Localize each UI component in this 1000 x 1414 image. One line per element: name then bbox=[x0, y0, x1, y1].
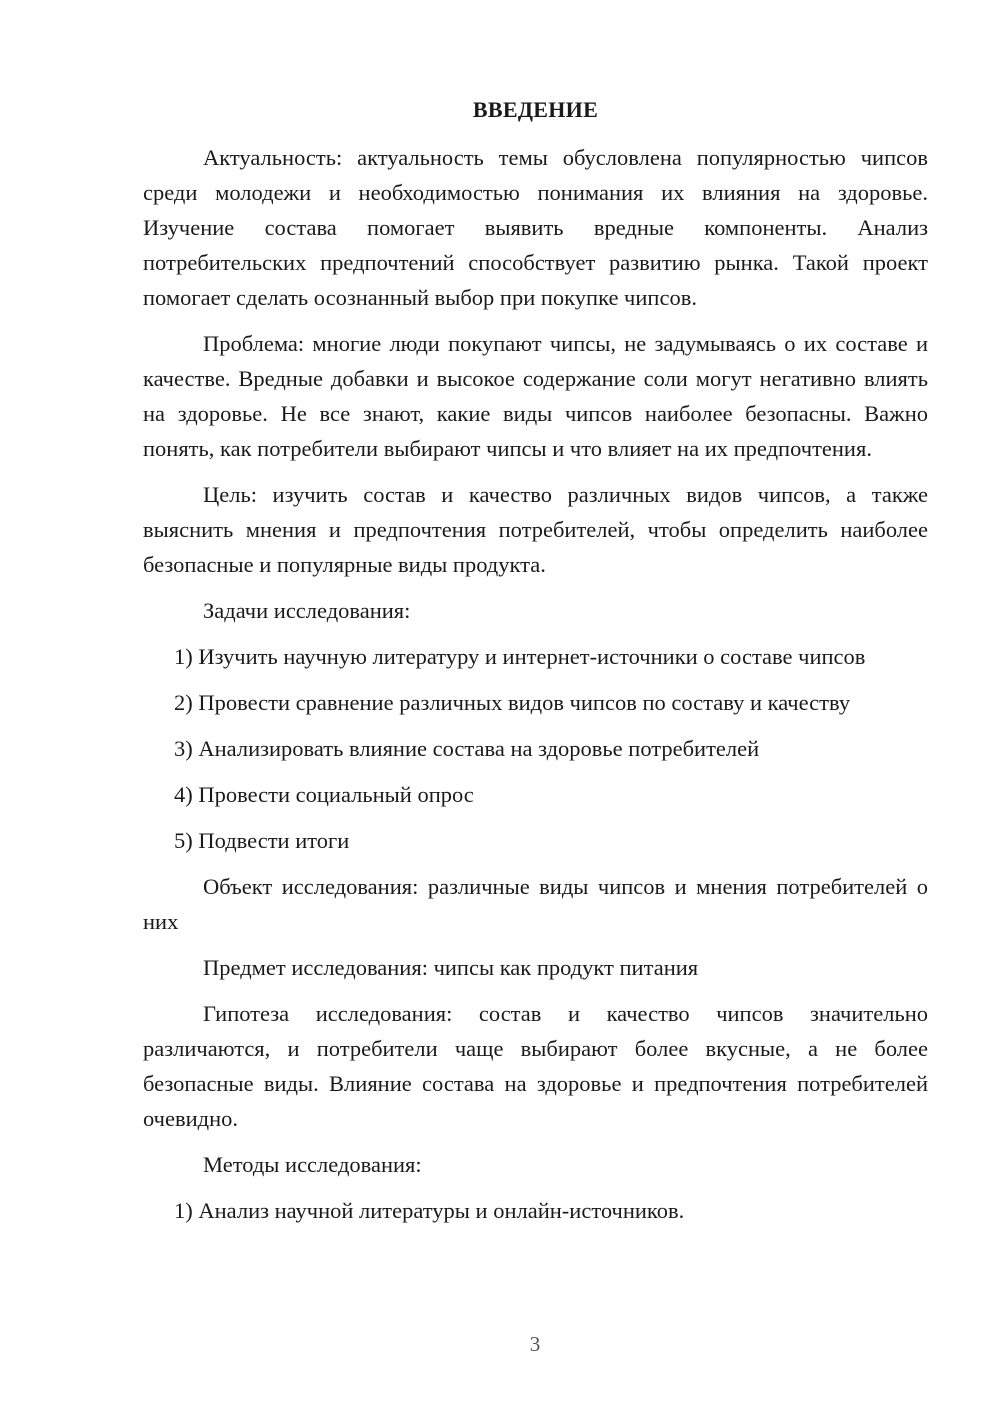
task-item: 1) Изучить научную литературу и интернет-источники о составе чипсов bbox=[174, 644, 866, 669]
page-title: ВВЕДЕНИЕ bbox=[472, 97, 599, 122]
subject-paragraph: Предмет исследования: чипсы как продукт питания bbox=[203, 955, 699, 980]
method-item: 1) Анализ научной литературы и онлайн-источников. bbox=[174, 1198, 685, 1223]
object-paragraph: Объект исследования: различные виды чипсов и мнения потребителей о них bbox=[143, 874, 928, 934]
problem-paragraph: Проблема: многие люди покупают чипсы, не задумываясь о их составе и качестве. Вредные добавки и высокое содержание соли могут негативно влиять на здоровье. Не все знают, какие виды чипсов наиболее безопасны. Важно понять, как потребители выбирают чипсы и что влияет на их предпочтения. bbox=[143, 331, 928, 461]
page-content bbox=[143, 92, 928, 1239]
task-item: 2) Провести сравнение различных видов чипсов по составу и качеству bbox=[174, 690, 851, 715]
goal-paragraph: Цель: изучить состав и качество различных видов чипсов, а также выяснить мнения и предпочтения потребителей, чтобы определить наиболее безопасные и популярные виды продукта. bbox=[143, 482, 928, 577]
methods-heading: Методы исследования: bbox=[203, 1152, 422, 1177]
tasks-heading: Задачи исследования: bbox=[203, 598, 411, 623]
task-item: 5) Подвести итоги bbox=[174, 828, 350, 853]
task-item: 3) Анализировать влияние состава на здоровье потребителей bbox=[174, 736, 760, 761]
page-number: 3 bbox=[529, 1332, 541, 1356]
hypothesis-paragraph: Гипотеза исследования: состав и качество чипсов значительно различаются, и потребители чаще выбирают более вкусные, а не более безопасные виды. Влияние состава на здоровье и предпочтения потребителей очевидно. bbox=[143, 1001, 928, 1131]
task-item: 4) Провести социальный опрос bbox=[174, 782, 474, 807]
relevance-paragraph: Актуальность: актуальность темы обусловлена популярностью чипсов среди молодежи и необходимостью понимания их влияния на здоровье. Изучение состава помогает выявить вредные компоненты. Анализ потребительских предпочтений способствует развитию рынка. Такой проект помогает сделать осознанный выбор при покупке чипсов. bbox=[143, 145, 928, 310]
